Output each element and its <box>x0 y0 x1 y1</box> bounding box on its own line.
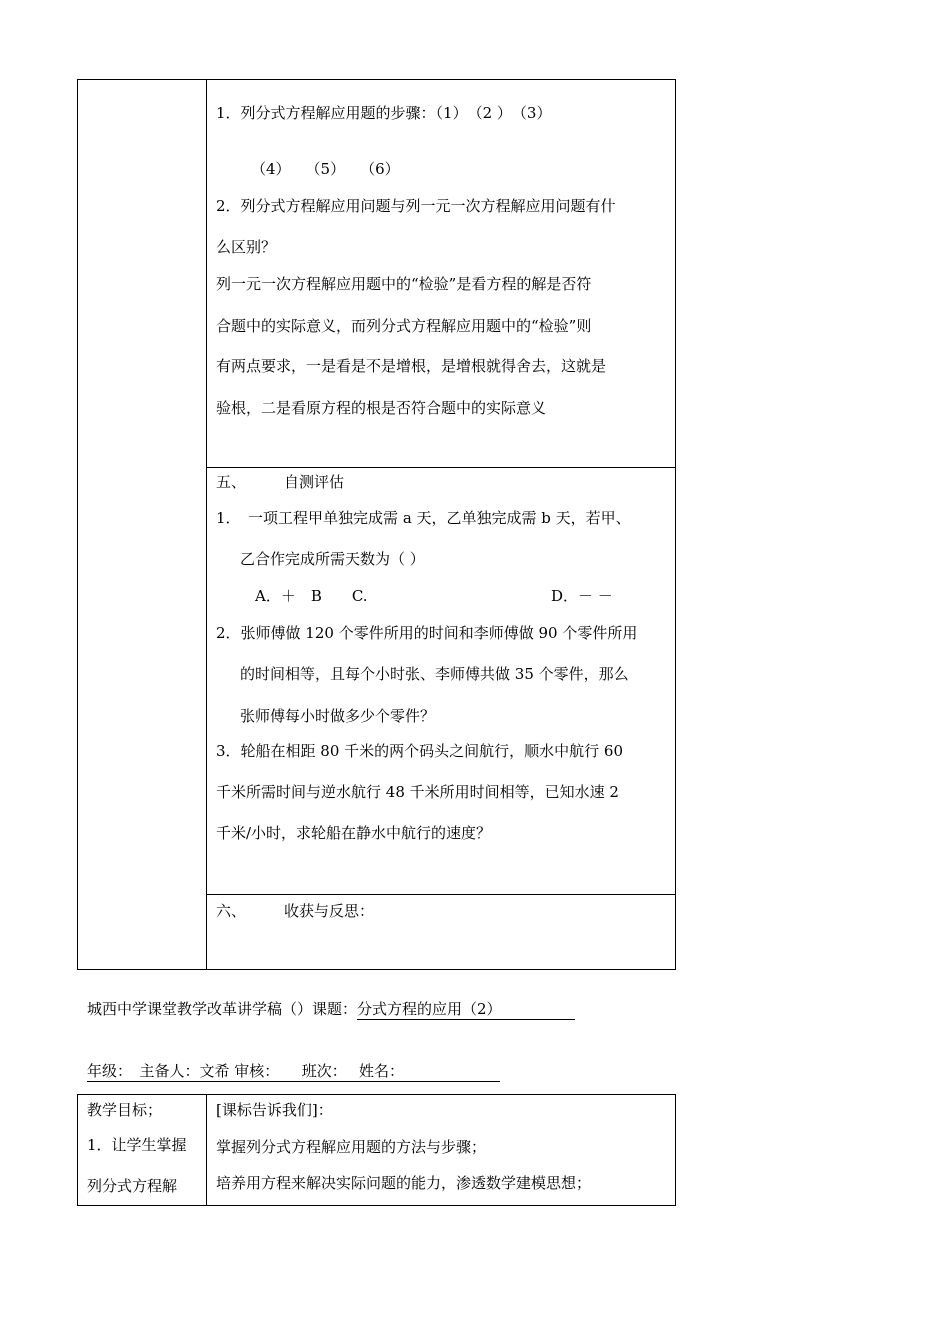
goals-table-column-divider <box>206 1094 207 1206</box>
selftest-q3-cont-1: 千米所需时间与逆水航行 48 千米所用时间相等，已知水速 2 <box>216 783 619 801</box>
answer-line-4: 验根，二是看原方程的根是否符合题中的实际意义 <box>216 399 547 417</box>
lesson-topic: 分式方程的应用（2） <box>357 998 575 1020</box>
section6-number: 六、 <box>216 902 247 920</box>
answer-line-1: 列一元一次方程解应用题中的“检验”是看方程的解是否符 <box>216 275 592 293</box>
lesson-title-prefix: 城西中学课堂教学改革讲学稿（）课题： <box>87 1000 358 1018</box>
selftest-q1-option-d: D．－ － <box>551 587 613 605</box>
goals-label: 教学目标； <box>87 1101 163 1119</box>
curriculum-point-1: 掌握列分式方程解应用题的方法与步骤； <box>216 1138 487 1156</box>
row-divider-section6 <box>206 894 676 895</box>
curriculum-heading: [课标告诉我们]： <box>216 1101 333 1119</box>
section5-number: 五、 <box>216 473 247 491</box>
section6-heading: 收获与反思： <box>284 902 375 920</box>
steps-question: 1．列分式方程解应用题的步骤：（1） （2 ） （3） <box>216 104 552 122</box>
selftest-q2: 2．张师傅做 120 个零件所用的时间和李师傅做 90 个零件所用 <box>216 624 638 642</box>
goals-item-1-cont: 列分式方程解 <box>87 1177 178 1195</box>
row-divider-section5 <box>206 467 676 468</box>
goals-item-1: 1．让学生掌握 <box>87 1136 187 1154</box>
selftest-q1-options-abc: A．＋ B C. <box>255 587 368 605</box>
difference-question-cont: 么区别？ <box>216 238 277 256</box>
upper-table-column-divider <box>206 79 207 970</box>
selftest-q3: 3．轮船在相距 80 千米的两个码头之间航行，顺水中航行 60 <box>216 742 624 760</box>
section5-heading: 自测评估 <box>284 473 345 491</box>
steps-question-cont: （4） （5） （6） <box>251 160 400 178</box>
selftest-q2-cont-1: 的时间相等，且每个小时张、李师傅共做 35 个零件，那么 <box>240 665 629 683</box>
answer-line-2: 合题中的实际意义，而列分式方程解应用题中的“检验”则 <box>216 317 592 335</box>
grade-author-fields: 年级： 主备人：文希 审核： 班次： 姓名： <box>87 1060 500 1082</box>
selftest-q3-cont-2: 千米/小时，求轮船在静水中航行的速度？ <box>216 824 492 842</box>
lesson-title-line <box>87 998 575 1020</box>
answer-line-3: 有两点要求，一是看是不是增根，是增根就得舍去，这就是 <box>216 357 607 375</box>
info-line <box>87 1060 500 1082</box>
selftest-q1-cont: 乙合作完成所需天数为（ ） <box>240 550 425 568</box>
selftest-q2-cont-2: 张师傅每小时做多少个零件？ <box>240 707 436 725</box>
difference-question: 2．列分式方程解应用问题与列一元一次方程解应用问题有什 <box>216 197 616 215</box>
curriculum-point-2: 培养用方程来解决实际问题的能力，渗透数学建模思想； <box>216 1174 592 1192</box>
selftest-q1: 1． 一项工程甲单独完成需 a 天，乙单独完成需 b 天，若甲、 <box>216 509 631 527</box>
